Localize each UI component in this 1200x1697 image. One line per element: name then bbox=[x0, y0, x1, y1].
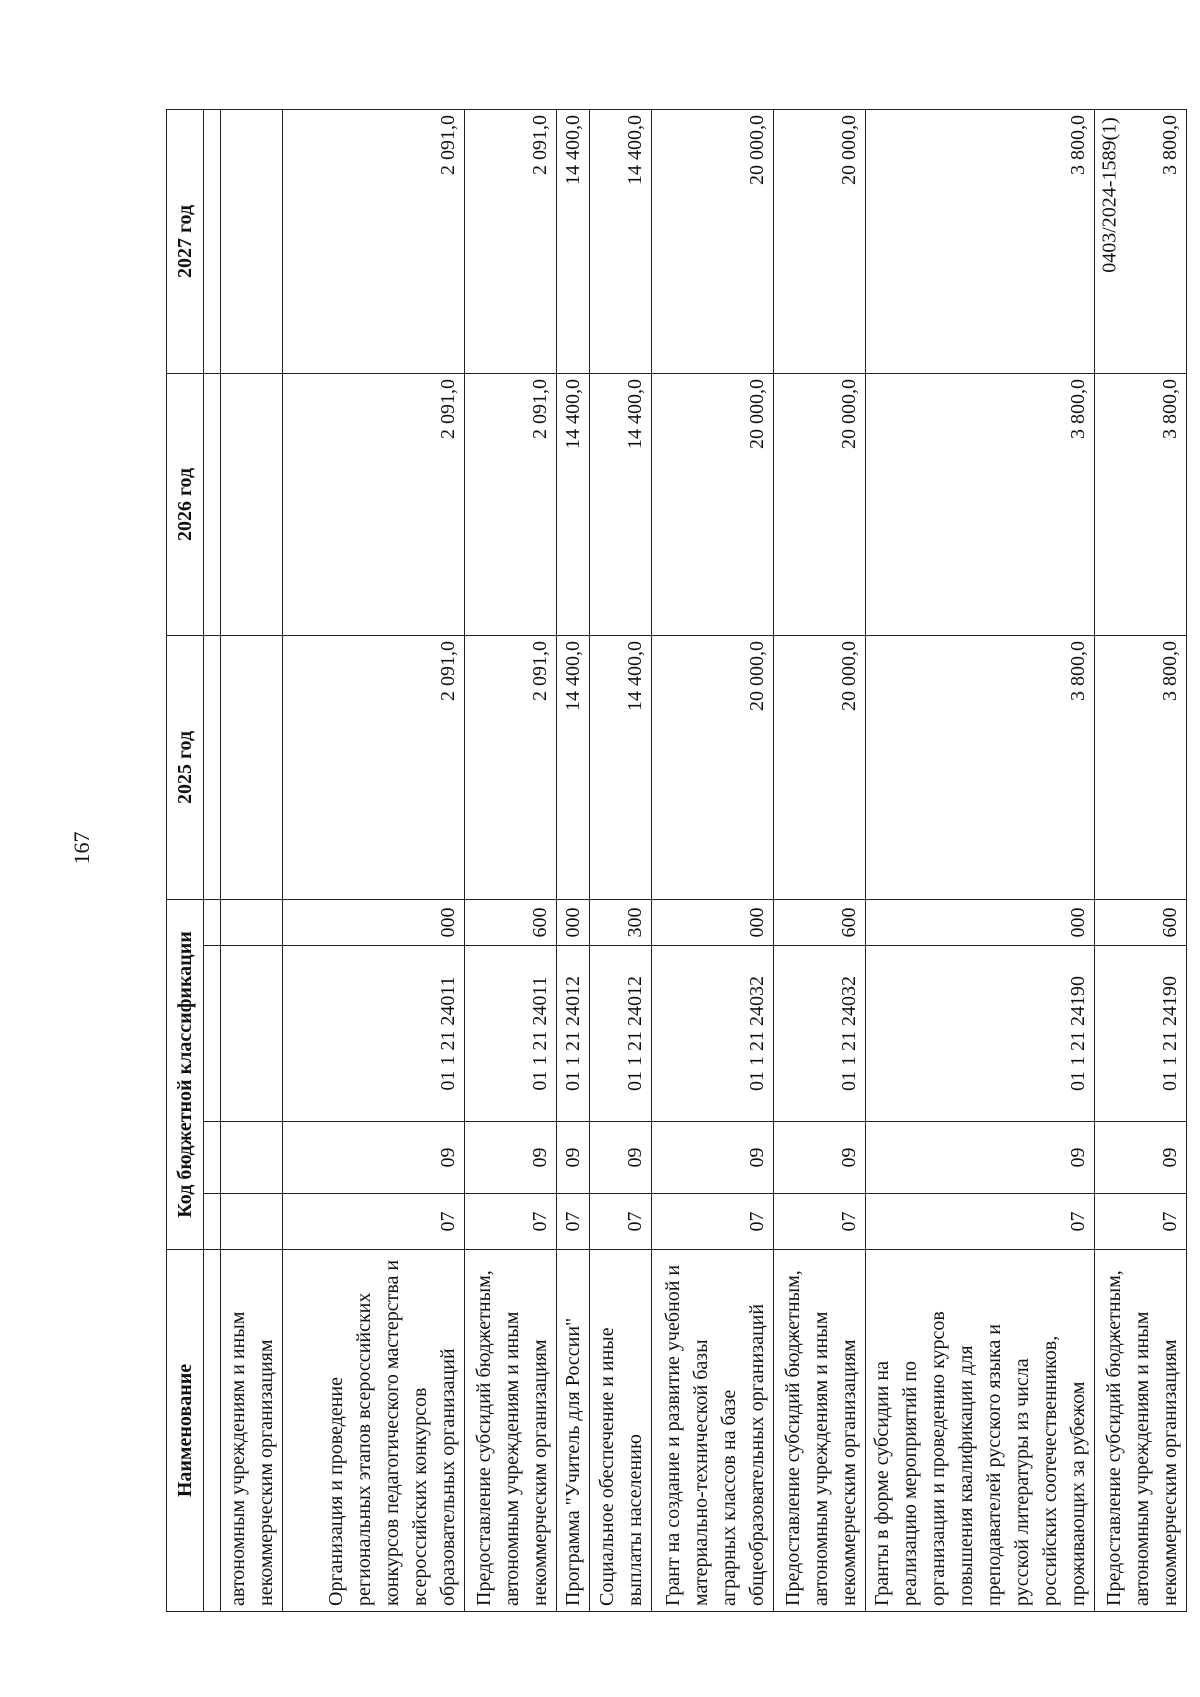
row-code-section: 07 bbox=[774, 1194, 866, 1250]
row-code-expense-type: 600 bbox=[774, 899, 866, 945]
row-value-2027: 3 800,0 bbox=[866, 109, 1095, 373]
table-body bbox=[221, 109, 1187, 1611]
header-row bbox=[167, 109, 204, 1611]
row-value-2026: 2 091,0 bbox=[465, 373, 557, 635]
row-code-section bbox=[221, 1194, 283, 1250]
row-value-2027: 20 000,0 bbox=[774, 109, 866, 373]
row-code-expense-type: 000 bbox=[866, 899, 1095, 945]
row-code-subsection: 09 bbox=[283, 1122, 465, 1194]
row-code-target bbox=[221, 946, 283, 1122]
table-row bbox=[1095, 109, 1187, 1611]
table-row bbox=[465, 109, 557, 1611]
row-value-2026 bbox=[221, 373, 283, 635]
row-value-2027: 2 091,0 bbox=[283, 109, 465, 373]
row-value-2026: 20 000,0 bbox=[774, 373, 866, 635]
row-code-target: 01 1 21 24032 bbox=[652, 946, 774, 1122]
row-code-expense-type: 000 bbox=[283, 899, 465, 945]
row-value-2026: 3 800,0 bbox=[1095, 373, 1187, 635]
subrow-cell bbox=[204, 946, 221, 1122]
row-code-section: 07 bbox=[465, 1194, 557, 1250]
table-row bbox=[652, 109, 774, 1611]
row-code-expense-type: 600 bbox=[465, 899, 557, 945]
row-code-subsection: 09 bbox=[1095, 1122, 1187, 1194]
table-row bbox=[557, 109, 590, 1611]
row-value-2026: 2 091,0 bbox=[283, 373, 465, 635]
row-name-cell: Организация и проведение региональных этапов всероссийских конкурсов педагогического мастерства и всероссийских конкурсов образовательных организаций bbox=[283, 1250, 465, 1612]
subrow-cell bbox=[204, 373, 221, 635]
header-name: Наименование bbox=[167, 1250, 204, 1612]
row-value-2026: 14 400,0 bbox=[590, 373, 652, 635]
header-2027: 2027 год bbox=[167, 109, 204, 373]
budget-table bbox=[166, 109, 1187, 1612]
row-value-2027: 20 000,0 bbox=[652, 109, 774, 373]
subrow-cell bbox=[204, 1250, 221, 1612]
row-name-cell: Социальное обеспечение и иные выплаты населению bbox=[590, 1250, 652, 1612]
row-code-subsection bbox=[221, 1122, 283, 1194]
row-code-target: 01 1 21 24032 bbox=[774, 946, 866, 1122]
row-value-2027 bbox=[221, 109, 283, 373]
row-value-2027: 2 091,0 bbox=[465, 109, 557, 373]
row-value-2026: 3 800,0 bbox=[866, 373, 1095, 635]
row-code-expense-type: 300 bbox=[590, 899, 652, 945]
row-code-subsection: 09 bbox=[465, 1122, 557, 1194]
header-2025: 2025 год bbox=[167, 635, 204, 899]
row-value-2025: 20 000,0 bbox=[774, 635, 866, 899]
subrow-cell bbox=[204, 1122, 221, 1194]
row-code-target: 01 1 21 24012 bbox=[557, 946, 590, 1122]
row-code-subsection: 09 bbox=[557, 1122, 590, 1194]
row-name-cell: Программа "Учитель для России" bbox=[557, 1250, 590, 1612]
subrow-cell bbox=[204, 109, 221, 373]
row-value-2025 bbox=[221, 635, 283, 899]
row-code-section: 07 bbox=[866, 1194, 1095, 1250]
row-code-section: 07 bbox=[283, 1194, 465, 1250]
table-row bbox=[221, 109, 283, 1611]
table-row bbox=[590, 109, 652, 1611]
row-value-2027: 14 400,0 bbox=[557, 109, 590, 373]
row-name-cell: автономным учреждениям и иным некоммерческим организациям bbox=[221, 1250, 283, 1612]
header-code: Код бюджетной классификации bbox=[167, 899, 204, 1249]
header-subrow bbox=[204, 109, 221, 1611]
subrow-cell bbox=[204, 899, 221, 945]
row-value-2025: 3 800,0 bbox=[866, 635, 1095, 899]
row-code-subsection: 09 bbox=[774, 1122, 866, 1194]
row-code-section: 07 bbox=[1095, 1194, 1187, 1250]
row-value-2027: 3 800,0 bbox=[1095, 109, 1187, 373]
row-value-2026: 20 000,0 bbox=[652, 373, 774, 635]
row-code-section: 07 bbox=[557, 1194, 590, 1250]
row-value-2025: 20 000,0 bbox=[652, 635, 774, 899]
row-value-2027: 14 400,0 bbox=[590, 109, 652, 373]
table-row bbox=[283, 109, 465, 1611]
row-code-expense-type bbox=[221, 899, 283, 945]
header-2026: 2026 год bbox=[167, 373, 204, 635]
page-number: 167 bbox=[69, 831, 94, 865]
row-code-target: 01 1 21 24012 bbox=[590, 946, 652, 1122]
row-name-cell: Предоставление субсидий бюджетным, автономным учреждениям и иным некоммерческим организациям bbox=[1095, 1250, 1187, 1612]
row-code-target: 01 1 21 24011 bbox=[283, 946, 465, 1122]
subrow-cell bbox=[204, 635, 221, 899]
row-value-2025: 2 091,0 bbox=[283, 635, 465, 899]
row-name-cell: Грант на создание и развитие учебной и материально-технической базы аграрных классов на базе общеобразовательных организаций bbox=[652, 1250, 774, 1612]
row-value-2025: 3 800,0 bbox=[1095, 635, 1187, 899]
row-value-2025: 14 400,0 bbox=[557, 635, 590, 899]
row-code-expense-type: 000 bbox=[652, 899, 774, 945]
document-code: 0403/2024-1589(1) bbox=[1098, 117, 1121, 273]
table-row bbox=[774, 109, 866, 1611]
row-code-target: 01 1 21 24011 bbox=[465, 946, 557, 1122]
row-code-subsection: 09 bbox=[590, 1122, 652, 1194]
row-code-section: 07 bbox=[652, 1194, 774, 1250]
row-code-section: 07 bbox=[590, 1194, 652, 1250]
row-code-expense-type: 000 bbox=[557, 899, 590, 945]
row-code-target: 01 1 21 24190 bbox=[1095, 946, 1187, 1122]
row-value-2025: 2 091,0 bbox=[465, 635, 557, 899]
row-value-2026: 14 400,0 bbox=[557, 373, 590, 635]
row-code-target: 01 1 21 24190 bbox=[866, 946, 1095, 1122]
subrow-cell bbox=[204, 1194, 221, 1250]
row-name-cell: Гранты в форме субсидии на реализацию мероприятий по организации и проведению курсов повышения квалификации для преподавателей русского языка и русской литературы из числа российских соотечественников, проживающих за рубежом bbox=[866, 1250, 1095, 1612]
row-code-expense-type: 600 bbox=[1095, 899, 1187, 945]
table-row bbox=[866, 109, 1095, 1611]
row-code-subsection: 09 bbox=[652, 1122, 774, 1194]
row-name-cell: Предоставление субсидий бюджетным, автономным учреждениям и иным некоммерческим организациям bbox=[774, 1250, 866, 1612]
row-code-subsection: 09 bbox=[866, 1122, 1095, 1194]
row-name-cell: Предоставление субсидий бюджетным, автономным учреждениям и иным некоммерческим организациям bbox=[465, 1250, 557, 1612]
row-value-2025: 14 400,0 bbox=[590, 635, 652, 899]
